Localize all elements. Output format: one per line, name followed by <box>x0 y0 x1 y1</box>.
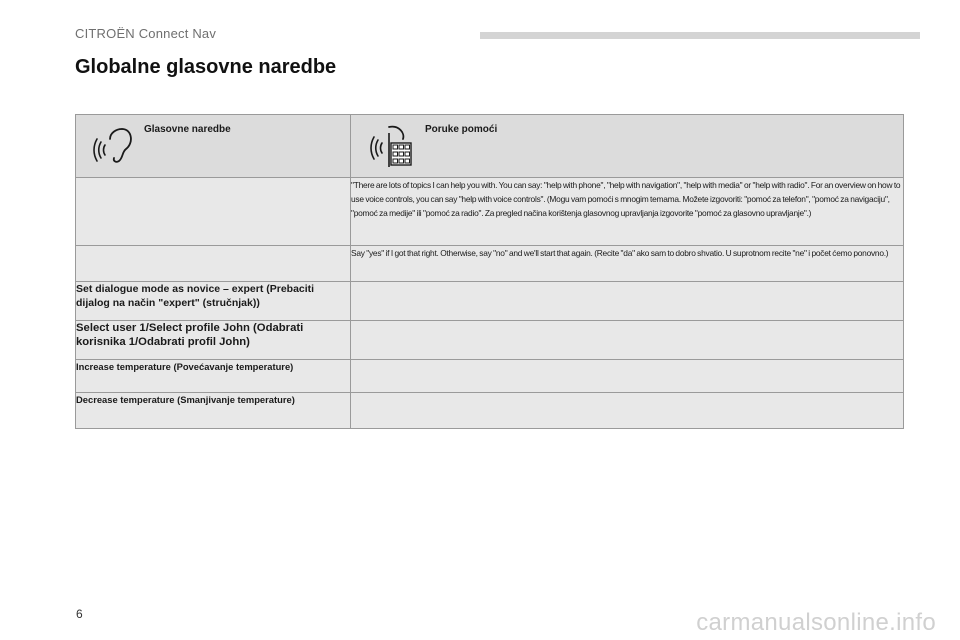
table-header-row <box>76 115 904 178</box>
help-cell <box>351 360 904 393</box>
command-cell: Select user 1/Select profile John (Odabrati korisnika 1/Odabrati profil John) <box>76 321 351 360</box>
header-divider-bar <box>480 32 920 39</box>
table-row <box>76 282 904 321</box>
brand-label: CITROËN Connect Nav <box>75 26 217 41</box>
col-header-help-label: Poruke pomoći <box>425 124 498 135</box>
command-cell: Increase temperature (Povećavanje temperature) <box>76 360 351 393</box>
table-row <box>76 321 904 360</box>
voice-help-keypad-icon <box>369 123 413 174</box>
command-cell <box>76 246 351 282</box>
col-header-commands <box>76 115 351 178</box>
help-cell: "There are lots of topics I can help you with. You can say: "help with phone", "help with navigation", "help with media" or "help with radio". For an overview on how to use voice controls, you can say "help with voice controls". (Mogu vam pomoći s mnogim temama. Možete izgovoriti: "pomoć za telefon", "pomoć za navigaciju", "pomoć za medije" ili "pomoć za radio". Za pregled načina korištenja glasovnog upravljanja izgovorite "pomoć za glasovno upravljanje".) <box>351 178 904 246</box>
table-row <box>76 178 904 246</box>
help-cell <box>351 321 904 360</box>
command-cell <box>76 178 351 246</box>
voice-command-icon <box>92 125 134 170</box>
table-row <box>76 360 904 393</box>
page-title: Globalne glasovne naredbe <box>75 56 337 78</box>
help-cell: Say "yes" if I got that right. Otherwise, say "no" and we'll start that again. (Recite "da" ako sam to dobro shvatio. U suprotnom recite "ne" i počet ćemo ponovno.) <box>351 246 904 282</box>
command-cell: Set dialogue mode as novice – expert (Prebaciti dijalog na način "expert" (stručnjak)) <box>76 282 351 321</box>
col-header-help <box>351 115 904 178</box>
voice-commands-table <box>75 114 904 429</box>
watermark: carmanualsonline.info <box>696 609 936 636</box>
command-cell: Decrease temperature (Smanjivanje temperature) <box>76 393 351 429</box>
page-number: 6 <box>76 607 83 621</box>
help-cell <box>351 282 904 321</box>
table-row <box>76 246 904 282</box>
help-cell <box>351 393 904 429</box>
col-header-commands-label: Glasovne naredbe <box>144 124 231 135</box>
table-row <box>76 393 904 429</box>
